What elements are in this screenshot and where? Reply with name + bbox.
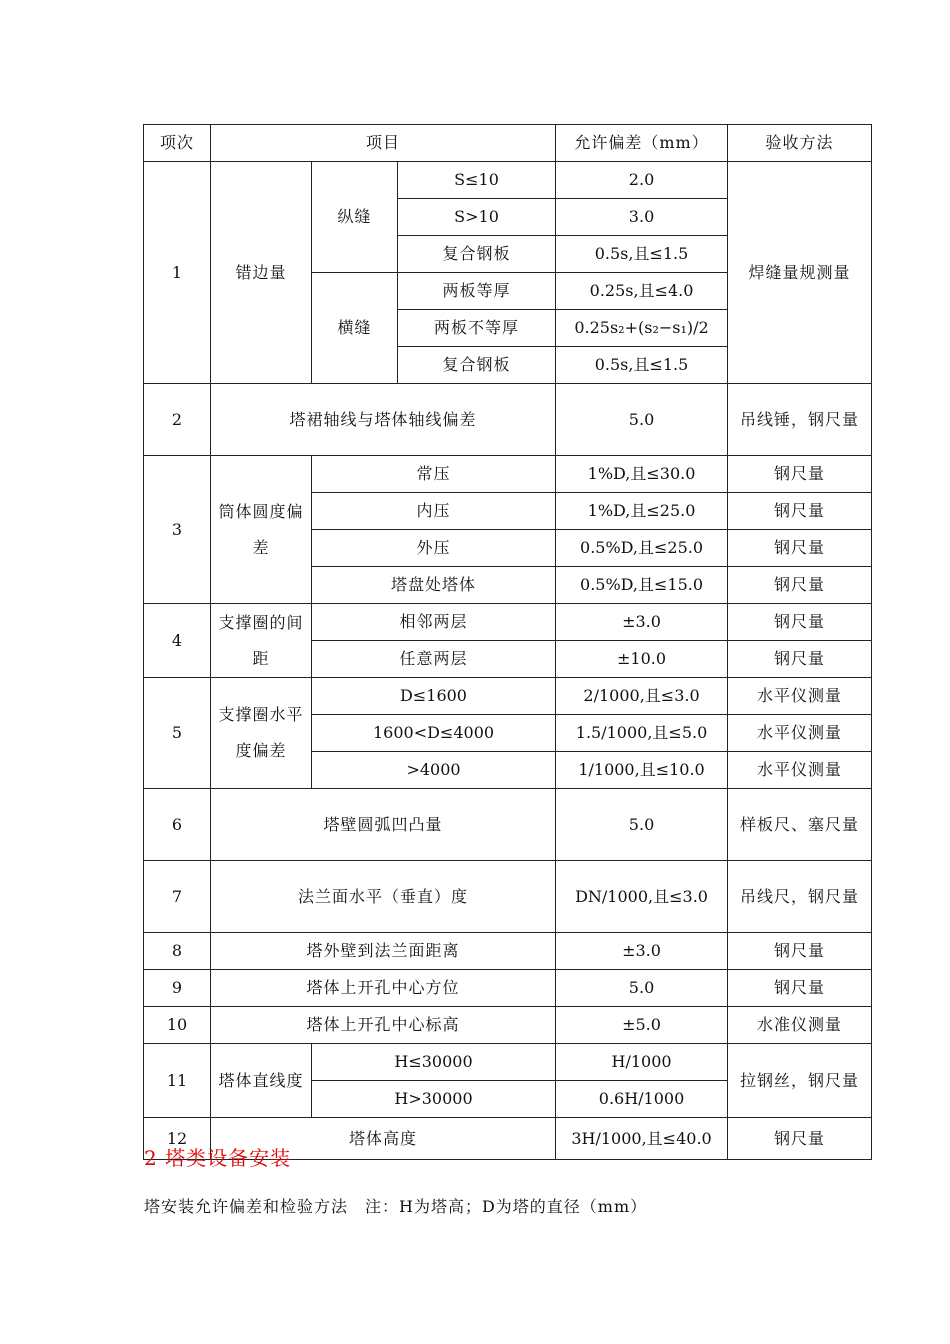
row-tolerance: 0.5%D,且≤25.0 <box>556 530 728 567</box>
row-subitem: H≤30000 <box>312 1044 556 1081</box>
row-subitem: S≤10 <box>398 162 556 199</box>
row-item: 塔壁圆弧凹凸量 <box>211 789 556 861</box>
row-item: 塔体直线度 <box>211 1044 312 1118</box>
table-row <box>144 1044 872 1081</box>
row-method: 钢尺量 <box>728 530 872 567</box>
section-heading: 2 塔类设备安装 <box>144 1146 292 1170</box>
table-row <box>144 456 872 493</box>
table-row <box>144 384 872 456</box>
row-item: 支撑圈水平度偏差 <box>211 678 312 789</box>
row-method: 水平仪测量 <box>728 752 872 789</box>
row-no: 11 <box>144 1044 211 1118</box>
row-no: 12 <box>144 1118 211 1160</box>
row-subitem: >4000 <box>312 752 556 789</box>
row-no: 5 <box>144 678 211 789</box>
row-tolerance: 1%D,且≤30.0 <box>556 456 728 493</box>
table-row <box>144 678 872 715</box>
row-method: 样板尺、塞尺量 <box>728 789 872 861</box>
row-method: 拉钢丝，钢尺量 <box>728 1044 872 1118</box>
row-tolerance: 0.5s,且≤1.5 <box>556 347 728 384</box>
row-method: 钢尺量 <box>728 970 872 1007</box>
row-subitem: 复合钢板 <box>398 236 556 273</box>
table-row <box>144 789 872 861</box>
row-method: 钢尺量 <box>728 1118 872 1160</box>
row-tolerance: ±5.0 <box>556 1007 728 1044</box>
table-caption-note: 塔安装允许偏差和检验方法 注：H为塔高；D为塔的直径（mm） <box>144 1197 648 1216</box>
row-method: 水平仪测量 <box>728 678 872 715</box>
row-method: 水准仪测量 <box>728 1007 872 1044</box>
table-row <box>144 604 872 641</box>
row-item: 塔体上开孔中心标高 <box>211 1007 556 1044</box>
row-subitem: 两板不等厚 <box>398 310 556 347</box>
row-item: 筒体圆度偏差 <box>211 456 312 604</box>
row-no: 7 <box>144 861 211 933</box>
row-tolerance: ±3.0 <box>556 933 728 970</box>
row-item: 塔外壁到法兰面距离 <box>211 933 556 970</box>
tolerance-table <box>143 124 872 1160</box>
row-tolerance: 5.0 <box>556 789 728 861</box>
row-item: 错边量 <box>211 162 312 384</box>
row-method: 钢尺量 <box>728 933 872 970</box>
row-subitem: 两板等厚 <box>398 273 556 310</box>
row-item: 法兰面水平（垂直）度 <box>211 861 556 933</box>
row-tolerance: 2.0 <box>556 162 728 199</box>
row-tolerance: 0.5%D,且≤15.0 <box>556 567 728 604</box>
table-header-row <box>144 125 872 162</box>
row-item: 塔体上开孔中心方位 <box>211 970 556 1007</box>
row-subitem: D≤1600 <box>312 678 556 715</box>
row-subitem: 任意两层 <box>312 641 556 678</box>
row-no: 3 <box>144 456 211 604</box>
row-method: 吊线尺，钢尺量 <box>728 861 872 933</box>
header-item: 项目 <box>211 125 556 162</box>
row-subitem: 外压 <box>312 530 556 567</box>
table-row <box>144 933 872 970</box>
row-tolerance: DN/1000,且≤3.0 <box>556 861 728 933</box>
row-method: 钢尺量 <box>728 456 872 493</box>
row-subitem: 相邻两层 <box>312 604 556 641</box>
header-no: 项次 <box>144 125 211 162</box>
row-no: 6 <box>144 789 211 861</box>
row-method: 钢尺量 <box>728 567 872 604</box>
row-no: 4 <box>144 604 211 678</box>
row-tolerance: H/1000 <box>556 1044 728 1081</box>
row-tolerance: 0.25s₂+(s₂−s₁)/2 <box>556 310 728 347</box>
row-item: 支撑圈的间距 <box>211 604 312 678</box>
row-tolerance: 2/1000,且≤3.0 <box>556 678 728 715</box>
row-method: 钢尺量 <box>728 641 872 678</box>
row-no: 10 <box>144 1007 211 1044</box>
row-item: 塔体高度 <box>211 1118 556 1160</box>
row-method: 吊线锤，钢尺量 <box>728 384 872 456</box>
row-subgroup: 横缝 <box>312 273 398 384</box>
row-item: 塔裙轴线与塔体轴线偏差 <box>211 384 556 456</box>
row-tolerance: 1.5/1000,且≤5.0 <box>556 715 728 752</box>
row-tolerance: 1/1000,且≤10.0 <box>556 752 728 789</box>
table-row <box>144 1007 872 1044</box>
row-tolerance: 3H/1000,且≤40.0 <box>556 1118 728 1160</box>
row-no: 9 <box>144 970 211 1007</box>
row-tolerance: 5.0 <box>556 384 728 456</box>
row-method: 钢尺量 <box>728 604 872 641</box>
row-subitem: S>10 <box>398 199 556 236</box>
row-tolerance: 0.5s,且≤1.5 <box>556 236 728 273</box>
row-subgroup: 纵缝 <box>312 162 398 273</box>
row-no: 2 <box>144 384 211 456</box>
row-tolerance: 3.0 <box>556 199 728 236</box>
table-row <box>144 861 872 933</box>
row-tolerance: 0.25s,且≤4.0 <box>556 273 728 310</box>
row-tolerance: 5.0 <box>556 970 728 1007</box>
row-tolerance: 0.6H/1000 <box>556 1081 728 1118</box>
row-tolerance: ±3.0 <box>556 604 728 641</box>
row-subitem: 1600<D≤4000 <box>312 715 556 752</box>
row-subitem: H>30000 <box>312 1081 556 1118</box>
header-tolerance: 允许偏差（mm） <box>556 125 728 162</box>
row-subitem: 塔盘处塔体 <box>312 567 556 604</box>
row-no: 8 <box>144 933 211 970</box>
row-subitem: 常压 <box>312 456 556 493</box>
row-method: 钢尺量 <box>728 493 872 530</box>
row-subitem: 复合钢板 <box>398 347 556 384</box>
row-method: 水平仪测量 <box>728 715 872 752</box>
row-tolerance: ±10.0 <box>556 641 728 678</box>
table-row <box>144 162 872 199</box>
table-row <box>144 970 872 1007</box>
row-subitem: 内压 <box>312 493 556 530</box>
row-tolerance: 1%D,且≤25.0 <box>556 493 728 530</box>
row-no: 1 <box>144 162 211 384</box>
header-method: 验收方法 <box>728 125 872 162</box>
row-method: 焊缝量规测量 <box>728 162 872 384</box>
